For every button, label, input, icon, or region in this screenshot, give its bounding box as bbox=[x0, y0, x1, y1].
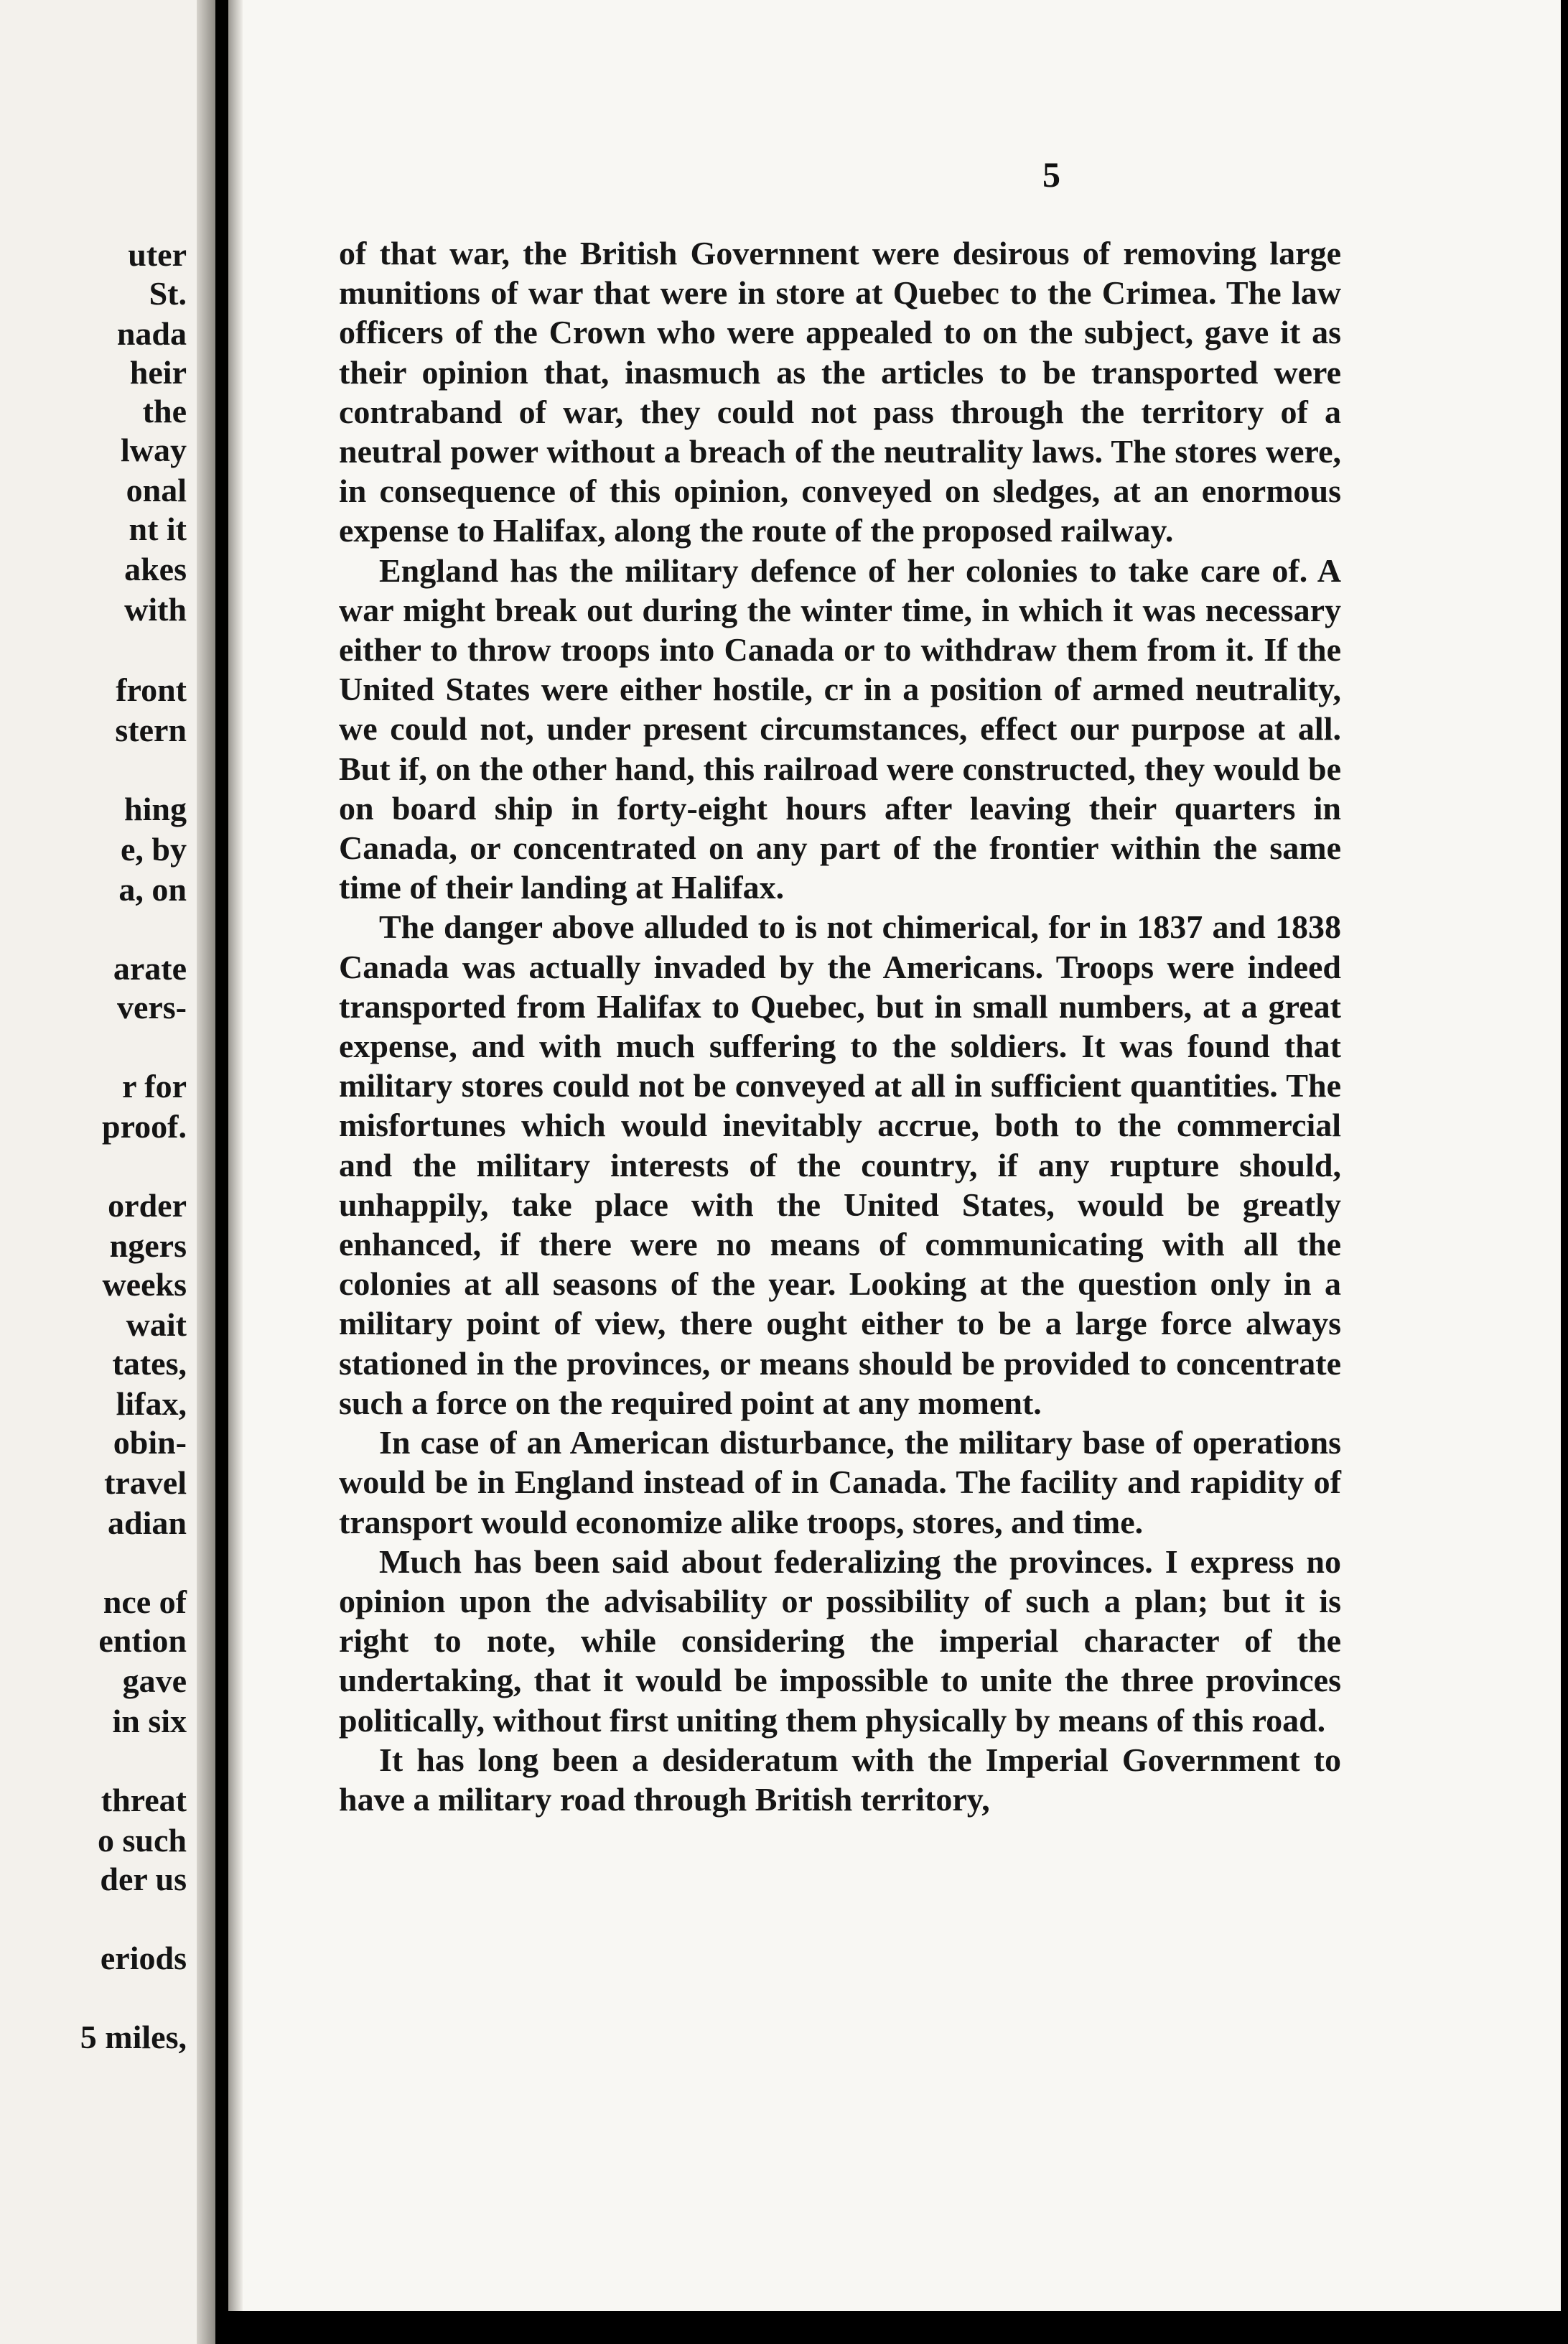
facing-page-line: stern bbox=[115, 712, 187, 748]
facing-page-line: nt it bbox=[129, 511, 187, 547]
facing-page-line: vers- bbox=[116, 989, 187, 1026]
facing-page-line: e, by bbox=[121, 831, 187, 868]
facing-page-line: lway bbox=[121, 432, 187, 468]
paragraph: Much has been said about federalizing the provinces. I express no opinion upon the advisability or possibility of such a plan; but it is right to note, while considering the imperial character of the undertaking, that it would be impossible to unite the three provinces politically, without first uniting them physically by means of this road. bbox=[339, 1543, 1341, 1739]
page-gutter-shadow bbox=[228, 0, 243, 2311]
facing-page-fragment bbox=[0, 0, 215, 2344]
body-text bbox=[339, 233, 1341, 1819]
paragraph: In case of an American disturbance, the military base of operations would be in England instead of in Canada. The facility and rapidity of transport would economize alike troops, stores, and time. bbox=[339, 1424, 1341, 1540]
facing-page-line: eriods bbox=[100, 1940, 187, 1976]
paragraph: The danger above alluded to is not chimerical, for in 1837 and 1838 Canada was actually invaded by the Americans. Troops were indeed transported from Halifax to Quebec, but in small numbers, at a great expense, and with much suffering to the soldiers. It was found that military stores could not be conveyed at all in sufficient quantities. The misfortunes which would inevitably accrue, both to the commercial and the military interests of the country, if any rupture should, unhappily, take place with the United States, would be greatly enhanced, if there were no means of communicating with all the colonies at all seasons of the year. Looking at the question only in a military point of view, there ought either to be a large force always stationed in the provinces, or means should be provided to concentrate such a force on the required point at any moment. bbox=[339, 908, 1341, 1421]
facing-page-line: ngers bbox=[109, 1227, 187, 1264]
facing-page-line: tates, bbox=[112, 1345, 187, 1382]
facing-page-line: with bbox=[124, 591, 187, 628]
facing-page-line: travel bbox=[104, 1464, 187, 1501]
facing-page-line: wait bbox=[126, 1306, 187, 1343]
facing-page-line: nada bbox=[116, 315, 187, 352]
facing-page-line: St. bbox=[149, 275, 187, 312]
facing-page-line: lifax, bbox=[116, 1385, 187, 1422]
facing-page-line: der us bbox=[100, 1861, 187, 1897]
facing-page-line: adian bbox=[108, 1504, 187, 1541]
facing-page-line: a, on bbox=[118, 871, 187, 908]
paragraph: England has the military defence of her colonies to take care of. A war might break out during the winter time, in which it was necessary either to throw troops into Canada or to withdraw them from it. If the United States were either hostile, cr in a position of armed neutrality, we could not, under present circumstances, effect our purpose at all. But if, on the other hand, this railroad were constructed, they would be on board ship in forty-eight hours after leaving their quarters in Canada, or concentrated on any part of the frontier within the same time of their landing at Halifax. bbox=[339, 552, 1341, 906]
facing-page-line: front bbox=[116, 671, 187, 708]
book-page bbox=[228, 0, 1561, 2311]
facing-page-line: the bbox=[142, 393, 187, 429]
facing-page-line: order bbox=[108, 1187, 187, 1224]
facing-page-line: uter bbox=[128, 236, 187, 273]
facing-page-line: ention bbox=[98, 1622, 187, 1659]
facing-page-line: obin- bbox=[113, 1424, 187, 1461]
page-number: 5 bbox=[1042, 154, 1060, 195]
facing-page-line: onal bbox=[126, 472, 187, 508]
facing-page-line: threat bbox=[101, 1782, 187, 1818]
facing-page-line: proof. bbox=[102, 1108, 187, 1145]
paragraph: It has long been a desideratum with the Imperial Government to have a military road through British territory, bbox=[339, 1741, 1341, 1818]
facing-page-line: heir bbox=[129, 354, 187, 391]
facing-page-line: gave bbox=[122, 1662, 187, 1699]
facing-page-line: 5 miles, bbox=[80, 2019, 187, 2055]
page-fold-shadow bbox=[197, 0, 215, 2344]
facing-page-line: o such bbox=[98, 1822, 187, 1859]
facing-page-line: r for bbox=[122, 1068, 187, 1104]
paragraph: of that war, the British Governnent were desirous of removing large munitions of war that were in store at Quebec to the Crimea. The law officers of the Crown who were appealed to on the subject, gave it as their opinion that, inasmuch as the articles to be transported were contraband of war, they could not pass through the territory of a neutral power without a breach of the neutrality laws. The stores were, in consequence of this opinion, conveyed on sledges, at an enormous expense to Halifax, along the route of the proposed railway. bbox=[339, 235, 1341, 549]
facing-page-line: arate bbox=[113, 950, 187, 987]
facing-page-line: in six bbox=[112, 1703, 187, 1739]
facing-page-line: weeks bbox=[102, 1266, 187, 1303]
facing-page-line: akes bbox=[124, 551, 187, 587]
facing-page-line: hing bbox=[124, 791, 187, 827]
facing-page-line: nce of bbox=[103, 1583, 187, 1620]
